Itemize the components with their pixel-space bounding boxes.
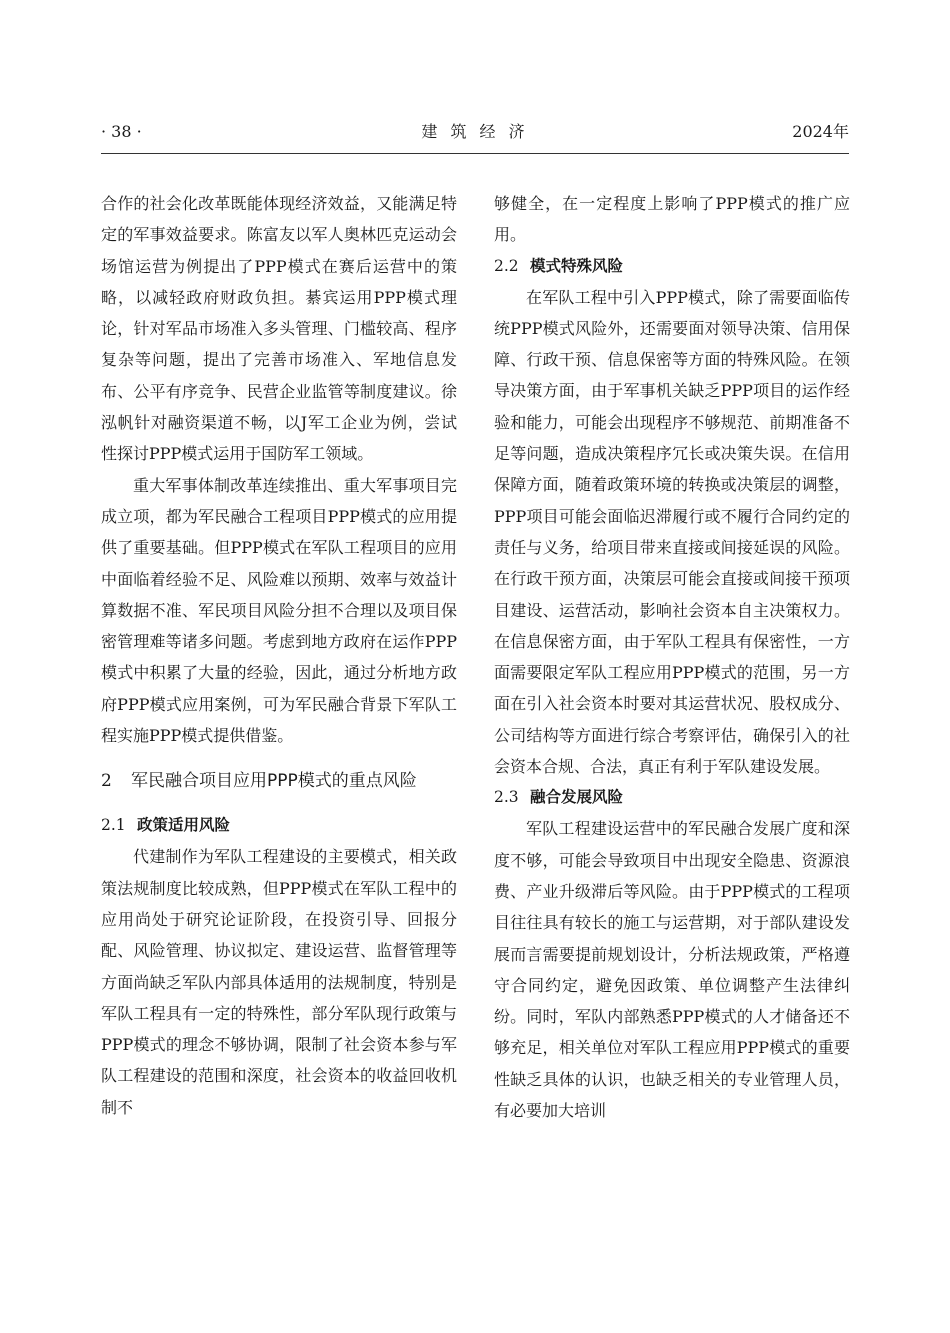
section-heading-2-2 [494,251,850,282]
right-column [494,188,850,1126]
section-number: 2.3 [494,788,519,807]
page-number: · 38 · [101,122,142,141]
section-title: 军民融合项目应用PPP模式的重点风险 [131,771,417,792]
header-divider [101,153,849,154]
left-column [101,188,457,1123]
page-header [101,119,849,145]
issue-year: 2024年 [792,122,849,141]
section-title: 模式特殊风险 [530,256,624,275]
section-title: 政策适用风险 [137,816,231,835]
section-number: 2.1 [101,816,126,835]
paragraph: 重大军事体制改革连续推出、重大军事项目完成立项，都为军民融合工程项目PPP模式的应用提供了重要基础。但PPP模式在军队工程项目的应用中面临着经验不足、风险难以预期、效率与效益计算数据不准、军民项目风险分担不合理以及项目保密管理难等诸多问题。考虑到地方政府在运作PPP模式中积累了大量的经验，因此，通过分析地方政府PPP模式应用案例，可为军民融合背景下军队工程实施PPP模式提供借鉴。 [101,475,457,746]
paragraph: 合作的社会化改革既能体现经济效益，又能满足特定的军事效益要求。陈富友以军人奥林匹克运动会场馆运营为例提出了PPP模式在赛后运营中的策略，以减轻政府财政负担。綦宾运用PPP模式理论，针对军品市场准入多头管理、门槛较高、程序复杂等问题，提出了完善市场准入、军地信息发布、公平有序竞争、民营企业监管等制度建议。徐泓帆针对融资渠道不畅，以J军工企业为例，尝试性探讨PPP模式运用于国防军工领域。 [101,194,457,464]
section-heading-2 [101,766,457,797]
section-number: 2 [101,771,112,792]
paragraph: 军队工程建设运营中的军民融合发展广度和深度不够，可能会导致项目中出现安全隐患、资源浪费、产业升级滞后等风险。由于PPP模式的工程项目往往具有较长的施工与运营期，对于部队建设发展而言需要提前规划设计，分析法规政策，严格遵守合同约定，避免因政策、单位调整产生法律纠纷。同时，军队内部熟悉PPP模式的人才储备还不够充足，相关单位对军队工程应用PPP模式的重要性缺乏具体的认识，也缺乏相关的专业管理人员，有必要加大培训 [494,819,850,1121]
paragraph: 在军队工程中引入PPP模式，除了需要面临传统PPP模式风险外，还需要面对领导决策、信用保障、行政干预、信息保密等方面的特殊风险。在领导决策方面，由于军事机关缺乏PPP项目的运作经验和能力，可能会出现程序不够规范、前期准备不足等问题，造成决策程序冗长或决策失误。在信用保障方面，随着政策环境的转换或决策层的调整，PPP项目可能会面临迟滞履行或不履行合同约定的责任与义务，给项目带来直接或间接延误的风险。在行政干预方面，决策层可能会直接或间接干预项目建设、运营活动，影响社会资本自主决策权力。在信息保密方面，由于军队工程具有保密性，一方面需要限定军队工程应用PPP模式的范围，另一方面在引入社会资本时要对其运营状况、股权成分、公司结构等方面进行综合考察评估，确保引入的社会资本合规、合法，真正有利于军队建设发展。 [494,287,850,777]
journal-title: 建 筑 经 济 [421,122,529,141]
section-title: 融合发展风险 [530,788,624,807]
section-number: 2.2 [494,256,519,275]
paragraph: 够健全，在一定程度上影响了PPP模式的推广应用。 [494,194,850,245]
section-heading-2-3 [494,782,850,813]
paragraph: 代建制作为军队工程建设的主要模式，相关政策法规制度比较成熟，但PPP模式在军队工程中的应用尚处于研究论证阶段，在投资引导、回报分配、风险管理、协议拟定、建设运营、监督管理等方面尚缺乏军队内部具体适用的法规制度，特别是军队工程具有一定的特殊性，部分军队现行政策与PPP模式的理念不够协调，限制了社会资本参与军队工程建设的范围和深度，社会资本的收益回收机制不 [101,847,457,1117]
section-heading-2-1 [101,810,457,841]
